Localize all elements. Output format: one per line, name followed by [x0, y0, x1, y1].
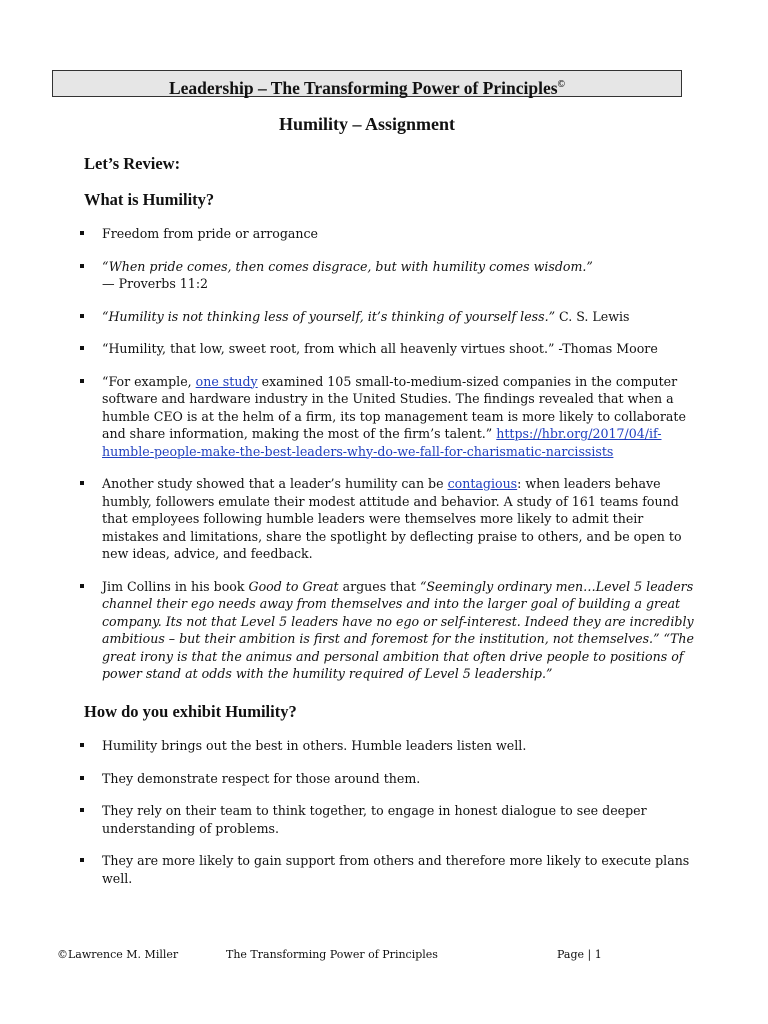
collins-quote: “Seemingly ordinary men…Level 5 leaders channel their ego needs away from themselves and into the larger goal of building a great company. Its not that Level 5 leaders have no ego or self-interest. Indeed they are incredibly ambitious – but their ambition is first and foremost for the institution, not themselves.” “The great irony is that the animus and personal ambition that often drive people to positions of power stand at odds with the humility required of Level 5 leadership.” — [102, 578, 694, 681]
quote-source: — Proverbs 11:2 — [102, 276, 209, 291]
lewis-quote: “Humility is not thinking less of yourself, it’s thinking of yourself less.” — [102, 308, 556, 324]
list-item: They demonstrate respect for those around them. — [0, 770, 700, 788]
one-study-link[interactable]: one study — [195, 373, 258, 389]
assignment-subtitle: Humility – Assignment — [278, 114, 456, 134]
title-text: Leadership – The Transforming Power of Principles — [168, 77, 558, 98]
bullet-text: examined 105 small-to-medium-sized companies in the computer software and hardware industry in the United Studies. The findings revealed that when a humble CEO is at the helm of a firm, its top management team is more likely to collaborate and share information, making the most of the firm’s talent.” — [102, 373, 686, 441]
list-item — [0, 373, 700, 461]
list-item — [0, 340, 700, 358]
what-is-humility-list — [0, 225, 700, 683]
bullet-text: : when leaders behave humbly, followers emulate their modest attitude and behavior. A study of 161 teams found that employees following humble leaders were themselves more likely to admit their mistakes and limitations, share the spotlight by deflecting praise to others, and be open to new ideas, advice, and feedback. — [102, 476, 682, 561]
review-heading: Let’s Review: — [84, 154, 181, 173]
bullet-text: Jim Collins in his book — [102, 578, 249, 594]
hbr-article-link[interactable]: https://hbr.org/2017/04/if-humble-people-make-the-best-leaders-why-do-we-fall-for-charismatic-narcissists — [102, 426, 662, 459]
bullet-text: “For example, — [102, 373, 196, 389]
contagious-link[interactable]: contagious — [447, 476, 518, 491]
moore-quote: “Humility, that low, sweet root, from which all heavenly virtues shoot.” -Thomas Moore — [102, 341, 658, 356]
list-item: They rely on their team to think together, to engage in honest dialogue to see deeper understanding of problems. — [0, 802, 700, 837]
bullet-text: Another study showed that a leader’s humility can be — [102, 476, 448, 491]
book-title: Good to Great — [248, 578, 339, 594]
proverbs-quote: “When pride comes, then comes disgrace, but with humility comes wisdom.” — [102, 258, 593, 274]
copyright-mark: © — [557, 79, 566, 90]
list-item — [0, 475, 700, 563]
list-item: Humility brings out the best in others. Humble leaders listen well. — [0, 737, 700, 755]
footer-book-title: The Transforming Power of Principles — [226, 948, 438, 961]
exhibit-humility-heading: How do you exhibit Humility? — [84, 702, 297, 721]
list-item: They are more likely to gain support from others and therefore more likely to execute plans well. — [0, 852, 700, 887]
bullet-text: argues that — [338, 578, 420, 594]
list-item — [0, 578, 700, 683]
document-title — [52, 70, 682, 97]
exhibit-humility-list — [0, 737, 700, 887]
list-item — [0, 308, 700, 326]
list-item — [0, 258, 700, 293]
quote-source: C. S. Lewis — [555, 308, 630, 324]
footer-page-number: Page | 1 — [557, 948, 602, 961]
bullet-text: Freedom from pride or arrogance — [102, 226, 319, 241]
what-is-humility-heading: What is Humility? — [84, 190, 215, 209]
list-item — [0, 225, 700, 243]
footer-author: ©Lawrence M. Miller — [57, 948, 179, 961]
